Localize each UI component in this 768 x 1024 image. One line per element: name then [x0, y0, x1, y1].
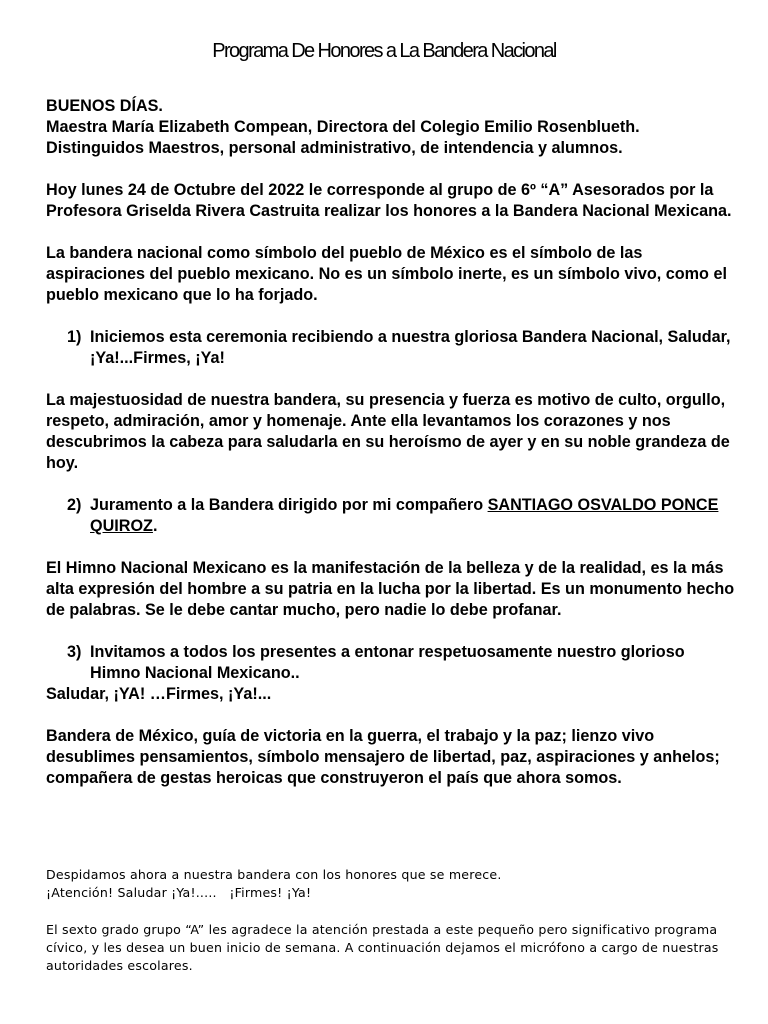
thanks-paragraph: El sexto grado grupo “A” les agradece la atención prestada a este pequeño pero significativo programa cívico, y les desea un buen inicio de semana. A continuación dejamos el micrófono a cargo de nuestras autoridades escolares.: [46, 922, 719, 973]
intro-paragraph: Hoy lunes 24 de Octubre del 2022 le corresponde al grupo de 6º “A” Asesorados por la Profesora Griselda Rivera Castruita realizar los honores a la Bandera Nacional Mexicana.: [46, 181, 732, 220]
greeting-line: Maestra María Elizabeth Compean, Directora del Colegio Emilio Rosenblueth.: [46, 118, 640, 136]
ceremony-step-1: [67, 327, 736, 369]
farewell-line: ¡Atención! Saludar ¡Ya!..... ¡Firmes! ¡Ya!: [46, 885, 312, 900]
farewell-line: Despidamos ahora a nuestra bandera con los honores que se merece.: [46, 867, 502, 882]
document-body: [46, 96, 736, 789]
anthem-paragraph: El Himno Nacional Mexicano es la manifestación de la belleza y de la realidad, es la más alta expresión del hombre a su patria en la lucha por la libertad. Es un monumento hecho de palabras. Se le debe cantar mucho, pero nadie lo debe profanar.: [46, 559, 735, 619]
majesty-paragraph: La majestuosidad de nuestra bandera, su presencia y fuerza es motivo de culto, orgullo, respeto, admiración, amor y homenaje. Ante ella levantamos los corazones y nos descubrimos la cabeza para saludarla en su heroísmo de ayer y en su noble grandeza de hoy.: [46, 391, 730, 472]
step-text: Iniciemos esta ceremonia recibiendo a nuestra gloriosa Bandera Nacional, Saludar, ¡Ya!...Firmes, ¡Ya!: [90, 328, 731, 367]
salute-line: Saludar, ¡YA! …Firmes, ¡Ya!...: [46, 685, 272, 703]
ceremony-step-3: [67, 642, 736, 684]
step-number: 2): [67, 496, 82, 514]
student-name: SANTIAGO OSVALDO PONCE QUIROZ: [90, 496, 719, 535]
step-number: 3): [67, 643, 82, 661]
farewell-block: [46, 866, 746, 902]
greeting-line: BUENOS DÍAS.: [46, 97, 163, 115]
page-title: Programa De Honores a La Bandera Nacional: [212, 40, 556, 62]
step-text: Juramento a la Bandera dirigido por mi compañero: [90, 496, 488, 514]
step-text-wrap: [90, 495, 736, 537]
step-number: 1): [67, 328, 82, 346]
step-text: Invitamos a todos los presentes a entonar respetuosamente nuestro glorioso Himno Nacional Mexicano..: [90, 643, 685, 682]
greeting-line: Distinguidos Maestros, personal administrativo, de intendencia y alumnos.: [46, 139, 623, 157]
closing-poem-paragraph: Bandera de México, guía de victoria en la guerra, el trabajo y la paz; lienzo vivo desublimes pensamientos, símbolo mensajero de libertad, paz, aspiraciones y anhelos; compañera de gestas heroicas que construyeron el país que ahora somos.: [46, 727, 720, 787]
step-text-end: .: [152, 517, 158, 535]
ceremony-step-2: [67, 495, 736, 537]
flag-symbol-paragraph: La bandera nacional como símbolo del pueblo de México es el símbolo de las aspiraciones del pueblo mexicano. No es un símbolo inerte, es un símbolo vivo, como el pueblo mexicano que lo ha forjado.: [46, 244, 727, 304]
